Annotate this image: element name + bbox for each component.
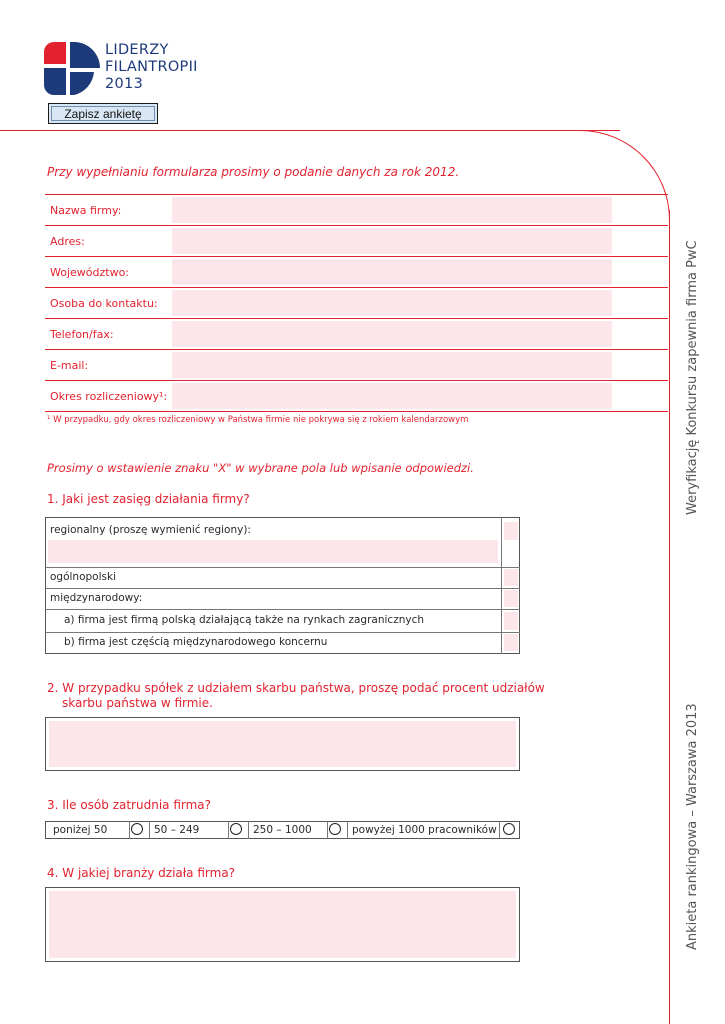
q1-row-separator — [45, 567, 520, 568]
logo-line-2: FILANTROPII — [105, 59, 198, 75]
q3-radio-50-249[interactable] — [230, 823, 242, 835]
q2-title-line-2: skarbu państwa w firmie. — [62, 696, 213, 710]
q1-row-separator — [45, 632, 520, 633]
save-survey-button[interactable]: Zapisz ankietę — [48, 103, 158, 124]
logo-mark-icon — [44, 42, 100, 95]
q3-option-over-1000: powyżej 1000 pracowników — [352, 824, 497, 836]
q2-title-line-1: 2. W przypadku spółek z udziałem skarbu państwa, proszę podać procent udziałów — [47, 681, 545, 695]
q3-radio-over-1000[interactable] — [503, 823, 515, 835]
address-label: Adres: — [50, 235, 85, 248]
logo-line-3: 2013 — [105, 76, 144, 92]
contact-person-field[interactable] — [172, 290, 612, 316]
info-row-email — [45, 349, 668, 380]
q1-checkbox-regional[interactable] — [504, 522, 518, 540]
side-text-verification: Weryfikację Konkursu zapewnia firma PwC — [685, 240, 700, 515]
company-name-field[interactable] — [172, 197, 612, 223]
q3-divider — [347, 821, 348, 839]
logo — [44, 42, 100, 95]
intro-text: Przy wypełnianiu formularza prosimy o podanie danych za rok 2012. — [47, 165, 460, 179]
q3-divider — [499, 821, 500, 839]
email-field[interactable] — [172, 352, 612, 378]
q3-divider — [327, 821, 328, 839]
address-field[interactable] — [172, 228, 612, 254]
q1-option-regional: regionalny (proszę wymienić regiony): — [50, 524, 251, 536]
q2-percentage-field[interactable] — [49, 721, 516, 767]
q1-option-international: międzynarodowy: — [50, 592, 143, 604]
frame-right-line — [669, 210, 670, 1024]
voivodeship-field[interactable] — [172, 259, 612, 285]
q3-title: 3. Ile osób zatrudnia firma? — [47, 798, 212, 812]
q3-divider — [228, 821, 229, 839]
info-bottom-line — [45, 411, 668, 412]
q1-title: 1. Jaki jest zasięg działania firmy? — [47, 492, 250, 506]
voivodeship-label: Województwo: — [50, 266, 130, 279]
email-label: E-mail: — [50, 359, 89, 372]
q1-regions-field[interactable] — [48, 540, 498, 563]
q1-table — [45, 517, 520, 654]
q3-option-50-249: 50 – 249 — [154, 824, 200, 836]
phone-fax-field[interactable] — [172, 321, 612, 347]
q4-title: 4. W jakiej branży działa firma? — [47, 866, 236, 880]
q1-row-separator — [45, 588, 520, 589]
q1-checkbox-b[interactable] — [504, 634, 518, 651]
q1-checkbox-a[interactable] — [504, 612, 518, 630]
frame-top-line — [0, 130, 620, 131]
phone-fax-label: Telefon/fax: — [50, 328, 114, 341]
info-row-phone-fax — [45, 318, 668, 349]
settlement-period-field[interactable] — [172, 383, 612, 409]
q1-checkbox-national[interactable] — [504, 569, 518, 586]
side-text-survey-title: Ankieta rankingowa – Warszawa 2013 — [685, 703, 700, 950]
q3-divider — [149, 821, 150, 839]
instructions-text: Prosimy o wstawienie znaku "X" w wybrane pola lub wpisanie odpowiedzi. — [47, 461, 474, 475]
q1-row-separator — [45, 609, 520, 610]
q1-option-a: a) firma jest firmą polską działającą także na rynkach zagranicznych — [64, 614, 424, 626]
info-row-voivodeship — [45, 256, 668, 287]
info-row-company-name — [45, 194, 668, 225]
q1-option-national: ogólnopolski — [50, 571, 116, 583]
logo-line-1: LIDERZY — [105, 42, 169, 58]
q3-radio-250-1000[interactable] — [329, 823, 341, 835]
q1-checkbox-international[interactable] — [504, 590, 518, 607]
q3-radio-under-50[interactable] — [131, 823, 143, 835]
company-name-label: Nazwa firmy: — [50, 204, 122, 217]
footnote: ¹ W przypadku, gdy okres rozliczeniowy w Państwa firmie nie pokrywa się z rokiem kalendarzowym — [47, 415, 469, 425]
q3-option-under-50: poniżej 50 — [53, 824, 108, 836]
q4-industry-field[interactable] — [49, 891, 516, 958]
q1-table-divider — [501, 517, 502, 654]
info-row-address — [45, 225, 668, 256]
settlement-period-label: Okres rozliczeniowy¹: — [50, 390, 168, 403]
logo-text — [105, 42, 215, 93]
q3-option-250-1000: 250 – 1000 — [253, 824, 312, 836]
q3-divider — [129, 821, 130, 839]
q1-option-b: b) firma jest częścią międzynarodowego koncernu — [64, 636, 328, 648]
info-row-contact-person — [45, 287, 668, 318]
contact-person-label: Osoba do kontaktu: — [50, 297, 158, 310]
info-row-settlement-period — [45, 380, 668, 411]
q3-divider — [248, 821, 249, 839]
